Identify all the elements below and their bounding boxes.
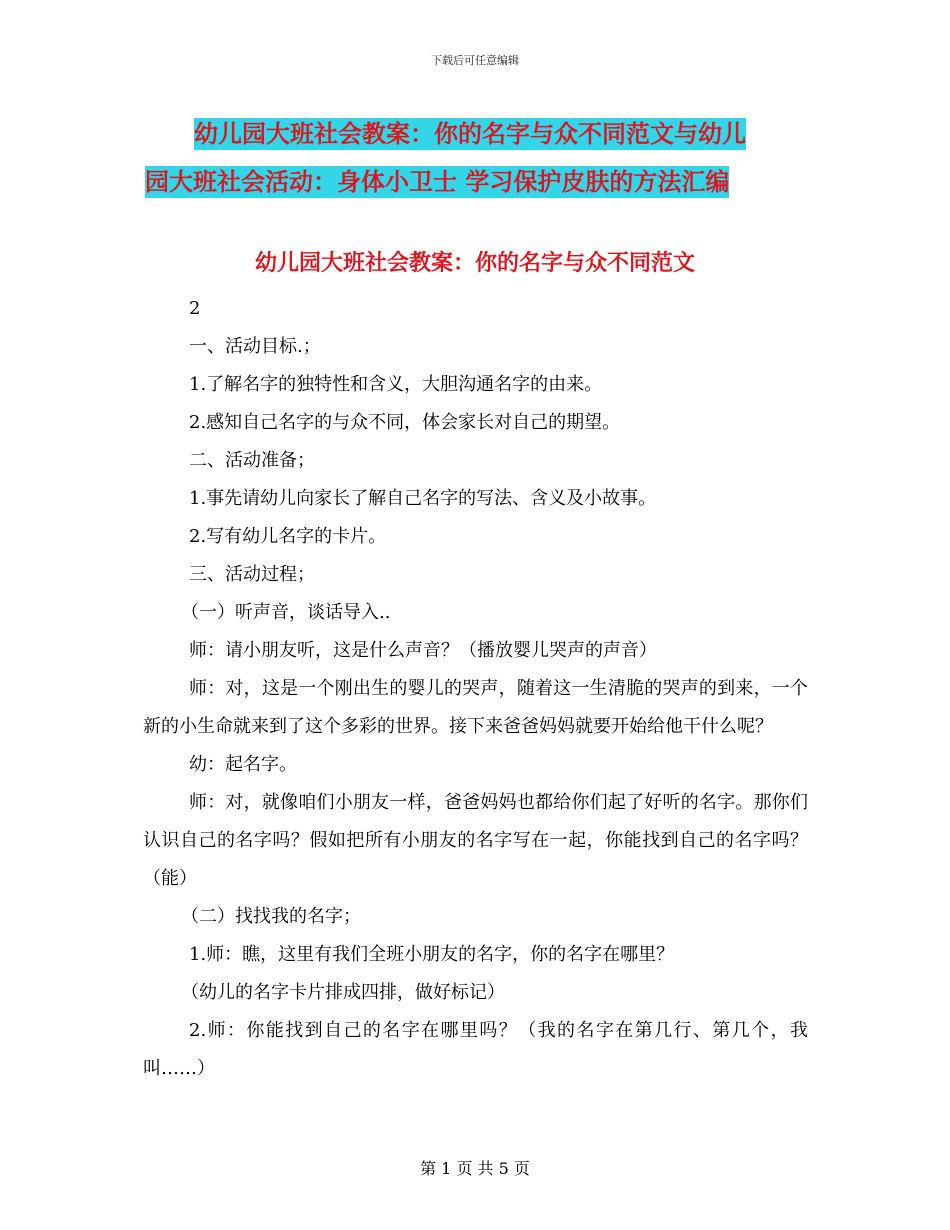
paragraph: （一）听声音，谈话导入.. — [181, 602, 391, 623]
paragraph: 师：请小朋友听，这是什么声音？（播放婴儿哭声的声音） — [189, 640, 657, 661]
paragraph: 三、活动过程； — [189, 564, 315, 585]
paragraph: 师：对，这是一个刚出生的婴儿的哭声，随着这一生清脆的哭声的到来，一个新的小生命就来到了这个多彩的世界。接下来爸爸妈妈就要开始给他干什么呢？ — [143, 678, 808, 737]
paragraph: 2.写有幼儿名字的卡片。 — [189, 526, 387, 547]
paragraph: 2.感知自己名字的与众不同，体会家长对自己的期望。 — [189, 412, 621, 433]
paragraph: 2.师：你能找到自己的名字在哪里吗？（我的名字在第几行、第几个，我叫……） — [143, 1020, 808, 1079]
paragraph: 1.师：瞧，这里有我们全班小朋友的名字，你的名字在哪里？ — [189, 944, 675, 965]
paragraph: 二、活动准备； — [189, 450, 315, 471]
paragraph: 1.事先请幼儿向家长了解自己名字的写法、含义及小故事。 — [189, 488, 657, 509]
document-title — [145, 110, 805, 206]
paragraph: 幼：起名字。 — [189, 754, 297, 775]
paragraph: （幼儿的名字卡片排成四排，做好标记） — [181, 982, 505, 1003]
paragraph: （二）找找我的名字； — [181, 906, 361, 927]
title-line-2: 园大班社会活动：身体小卫士 学习保护皮肤的方法汇编 — [145, 168, 730, 196]
page-header: 下载后可任意编辑 — [431, 54, 519, 67]
page-footer: 第 1 页 共 5 页 — [420, 1159, 530, 1178]
document-body — [143, 290, 808, 1088]
paragraph: 2 — [189, 298, 201, 319]
paragraph: 一、活动目标.； — [189, 336, 321, 357]
paragraph: 师：对，就像咱们小朋友一样，爸爸妈妈也都给你们起了好听的名字。那你们认识自己的名字吗？假如把所有小朋友的名字写在一起，你能找到自己的名字吗？（能） — [143, 792, 808, 889]
paragraph: 1.了解名字的独特性和含义，大胆沟通名字的由来。 — [189, 374, 603, 395]
title-line-1: 幼儿园大班社会教案：你的名字与众不同范文与幼儿 — [194, 120, 746, 148]
section-title: 幼儿园大班社会教案：你的名字与众不同范文 — [254, 251, 695, 276]
